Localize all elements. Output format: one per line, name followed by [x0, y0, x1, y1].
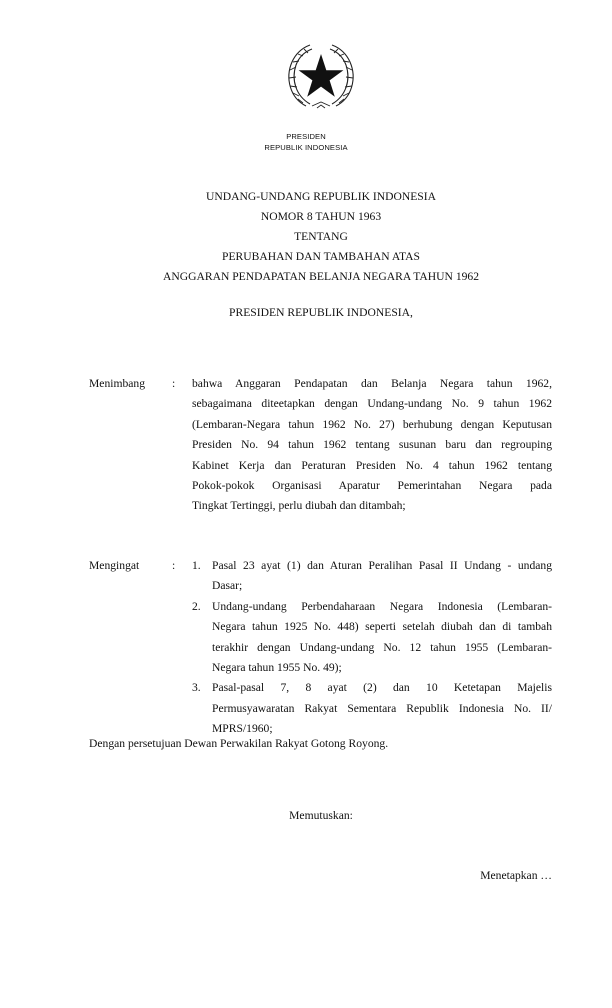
letterhead-republic: REPUBLIK INDONESIA [264, 143, 348, 152]
list-item [192, 678, 552, 739]
persetujuan: Dengan persetujuan Dewan Perwakilan Rakyat Gotong Royong. [89, 737, 389, 750]
menimbang-colon: : [172, 377, 176, 390]
document-title [0, 187, 612, 287]
item-number: 3. [192, 681, 201, 695]
text-line: Pasal-pasal 7, 8 ayat (2) dan 10 Ketetapan Majelis [212, 681, 552, 695]
mengingat-label: Mengingat [89, 559, 140, 572]
memutuskan: Memutuskan: [289, 809, 353, 822]
text-line: Kabinet Kerja dan Peraturan Presiden No. 4 tahun 1962 tentang [192, 458, 552, 472]
text-line: terakhir dengan Undang-undang No. 12 tahun 1955 (Lembaran- [212, 640, 552, 654]
mengingat-list [192, 556, 552, 740]
menimbang-text [192, 374, 552, 517]
title-line: TENTANG [294, 230, 348, 243]
text-line: Permusyawaratan Rakyat Sementara Republik Indonesia No. II/ [212, 701, 552, 715]
text-line: Pasal 23 ayat (1) dan Aturan Peralihan Pasal II Undang - undang [212, 559, 552, 572]
text-line: Undang-undang Perbendaharaan Negara Indonesia (Lembaran- [212, 599, 552, 613]
text-line: MPRS/1960; [212, 722, 273, 736]
text-line: Tingkat Tertinggi, perlu diubah dan ditambah; [192, 499, 406, 513]
list-item [192, 597, 552, 679]
item-number: 1. [192, 559, 201, 572]
title-line: ANGGARAN PENDAPATAN BELANJA NEGARA TAHUN 1962 [162, 270, 480, 283]
text-line: (Lembaran-Negara tahun 1962 No. 27) berhubung dengan Keputusan [192, 417, 552, 431]
text-line: bahwa Anggaran Pendapatan dan Belanja Negara tahun 1962, [192, 377, 552, 390]
menimbang-label: Menimbang [89, 377, 146, 390]
mengingat-colon: : [172, 559, 176, 572]
text-line: Dasar; [212, 579, 243, 593]
text-line: Negara tahun 1955 No. 49); [212, 661, 342, 675]
title-line: UNDANG-UNDANG REPUBLIK INDONESIA [206, 190, 436, 203]
item-number: 2. [192, 599, 201, 613]
text-line: Negara tahun 1925 No. 448) seperti setelah diubah dan di tambah [212, 620, 552, 634]
presidential-emblem-icon [284, 40, 358, 114]
title-line: NOMOR 8 TAHUN 1963 [260, 210, 382, 223]
text-line: sebagaimana diteetapkan dengan Undang-undang No. 9 tahun 1962 [192, 397, 552, 411]
text-line: Pokok-pokok Organisasi Aparatur Pemerintahan Negara pada [192, 479, 552, 493]
preamble: PRESIDEN REPUBLIK INDONESIA, [229, 306, 413, 319]
title-line: PERUBAHAN DAN TAMBAHAN ATAS [222, 250, 420, 263]
continuation-marker: Menetapkan … [480, 869, 552, 882]
letterhead-president: PRESIDEN [286, 132, 326, 141]
list-item [192, 556, 552, 597]
text-line: Presiden No. 94 tahun 1962 tentang susunan baru dan regrouping [192, 438, 552, 452]
